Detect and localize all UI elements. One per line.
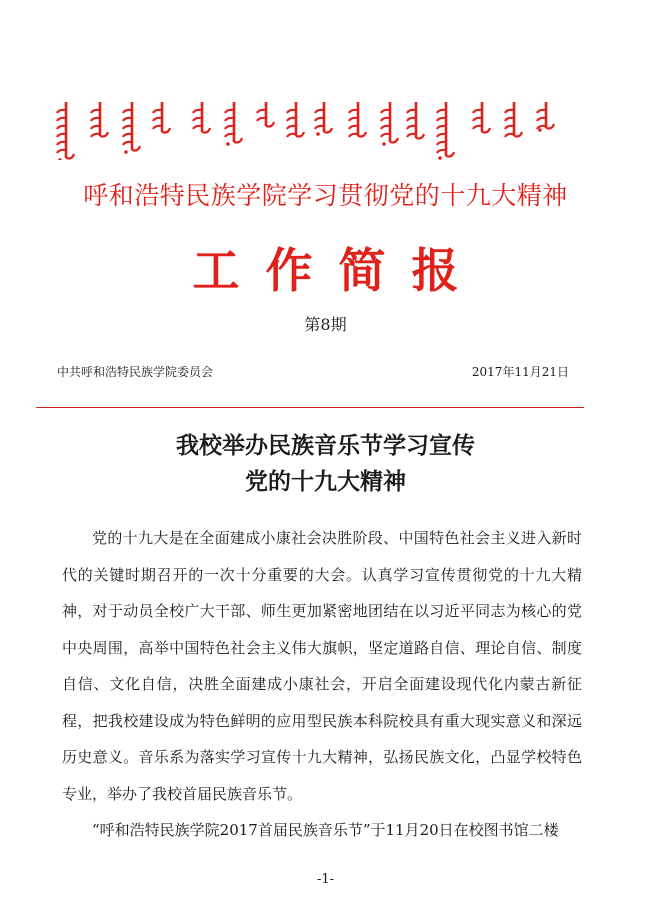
article-title bbox=[0, 428, 651, 500]
mongolian-glyph-column bbox=[287, 102, 304, 137]
bulletin-subtitle: 呼和浩特民族学院学习贯彻党的十九大精神 bbox=[83, 181, 568, 210]
mongolian-glyph-column bbox=[407, 102, 424, 139]
mongolian-glyph-column bbox=[57, 102, 74, 160]
mongolian-glyph-column bbox=[225, 102, 242, 146]
mongolian-glyph-column bbox=[257, 102, 274, 127]
mongolian-glyph-column bbox=[153, 102, 170, 133]
mongolian-glyph-column bbox=[349, 102, 366, 137]
mongolian-glyph-column bbox=[505, 102, 522, 137]
article-title-line-2: 党的十九大精神 bbox=[245, 468, 406, 495]
mongolian-glyph-column bbox=[437, 102, 454, 160]
issuing-organization: 中共呼和浩特民族学院委员会 bbox=[57, 365, 214, 379]
mongolian-glyph-column bbox=[315, 102, 332, 136]
mongolian-glyph-column bbox=[193, 102, 210, 133]
mongolian-script-graphic bbox=[52, 98, 572, 160]
issue-number: 第8期 bbox=[304, 315, 347, 334]
issue-date: 2017年11月21日 bbox=[471, 365, 569, 379]
bulletin-title: 工作简报 bbox=[192, 244, 485, 299]
article-body bbox=[62, 520, 582, 849]
article-paragraph: 党的十九大是在全面建成小康社会决胜阶段、中国特色社会主义进入新时代的关键时期召开的一次十分重要的大会。认真学习宣传贯彻党的十九大精神，对于动员全校广大干部、师生更加紧密地团结在以习近平同志为核心的党中央周围，高举中国特色社会主义伟大旗帜，坚定道路自信、理论自信、制度自信、文化自信，决胜全面建成小康社会，开启全面建设现代化内蒙古新征程，把我校建设成为特色鲜明的应用型民族本科院校具有重大现实意义和深远历史意义。音乐系为落实学习宣传十九大精神，弘扬民族文化，凸显学校特色专业，举办了我校首届民族音乐节。 bbox=[62, 529, 582, 803]
page-number: -1- bbox=[316, 872, 335, 887]
article-paragraph: “呼和浩特民族学院2017首届民族音乐节”于11月20日在校图书馆二楼 bbox=[92, 821, 559, 839]
mongolian-glyph-column bbox=[473, 102, 490, 133]
header-divider bbox=[36, 407, 584, 408]
article-title-line-1: 我校举办民族音乐节学习宣传 bbox=[176, 432, 475, 459]
mongolian-script-heading bbox=[52, 98, 572, 160]
mongolian-glyph-column bbox=[91, 102, 108, 137]
mongolian-glyph-column bbox=[537, 102, 554, 132]
mongolian-glyph-column bbox=[123, 102, 140, 154]
mongolian-glyph-column bbox=[381, 102, 398, 146]
